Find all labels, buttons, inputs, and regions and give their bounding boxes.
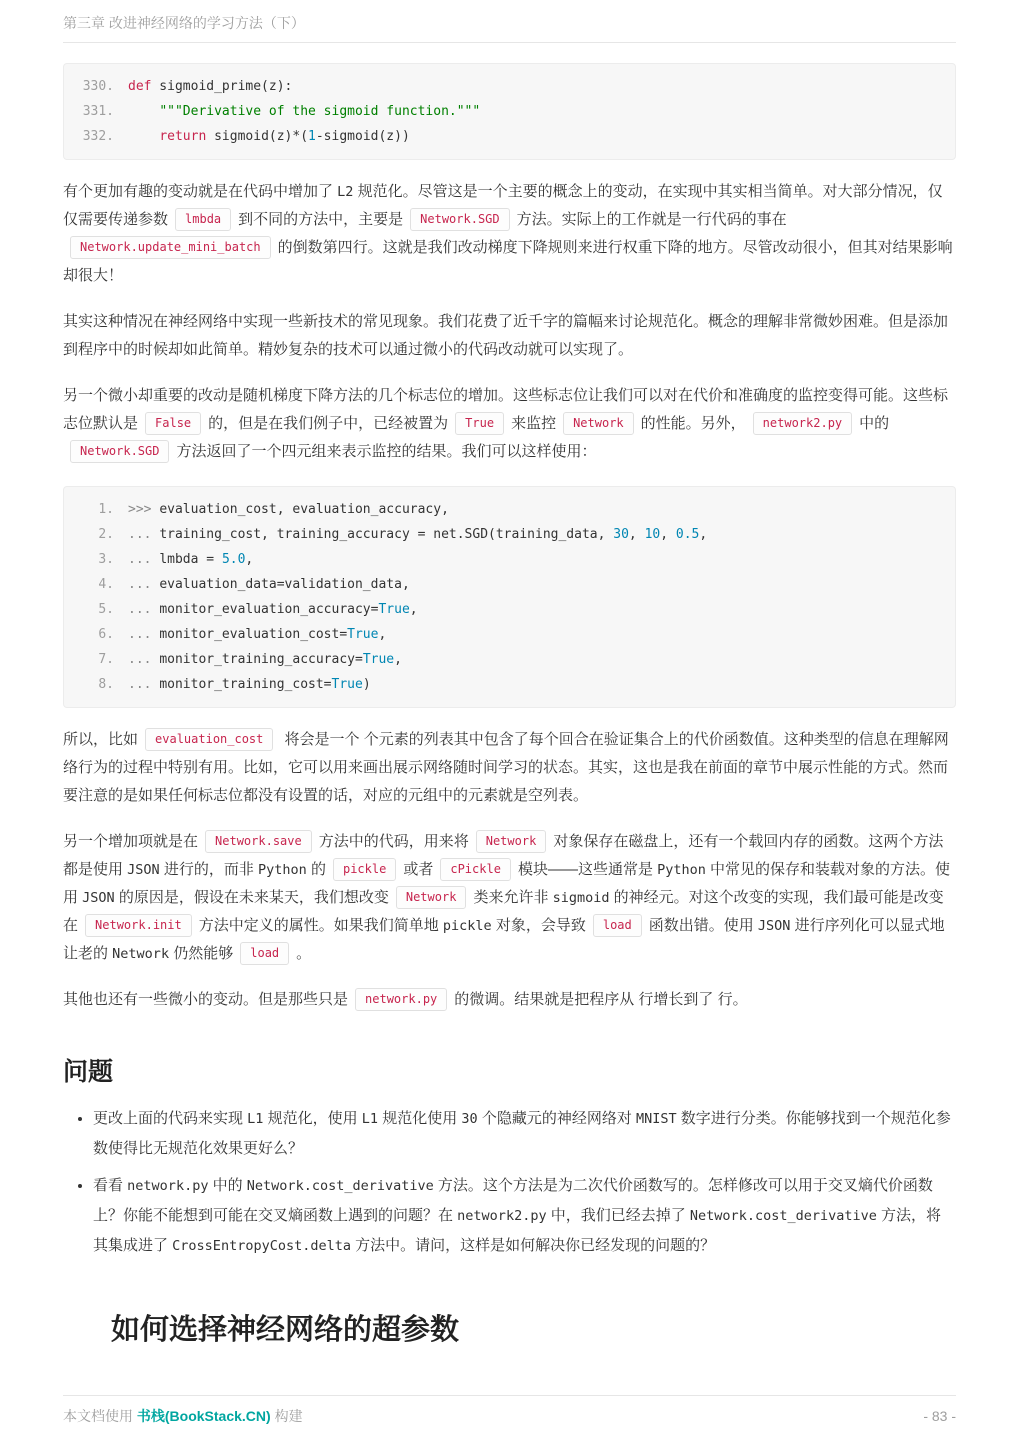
- code-text: >>> evaluation_cost, evaluation_accuracy,: [128, 502, 457, 517]
- text-run: 方法返回了一个四元组来表示监控的结果。我们可以这样使用：: [176, 443, 597, 460]
- line-number: 3.: [98, 552, 114, 567]
- inline-code: False: [145, 412, 201, 435]
- mono-text: CrossEntropyCost.delta: [172, 1238, 351, 1254]
- page-footer: [63, 1395, 956, 1440]
- text-run: 的: [306, 861, 326, 878]
- code-text: ... training_cost, training_accuracy = net.SGD(training_data, 30, 10, 0.5,: [128, 527, 708, 542]
- inline-code: load: [240, 942, 289, 965]
- mono-text: network2.py: [457, 1208, 547, 1224]
- paragraph-evaluation-cost: [63, 726, 956, 810]
- inline-code: Network: [476, 830, 547, 853]
- inline-code: Network.init: [85, 914, 192, 937]
- code-line: [78, 597, 941, 622]
- inline-code: Network: [563, 412, 634, 435]
- code-block-sigmoid-prime: [63, 63, 956, 160]
- text-run: 方法中定义的属性。如果我们简单地: [198, 917, 443, 934]
- inline-code: load: [593, 914, 642, 937]
- text-run: 到不同的方法中，主要是: [238, 211, 404, 228]
- text-run: 仍然能够: [169, 945, 234, 962]
- mono-text: Python: [258, 862, 307, 878]
- text-run: 个隐藏元的神经网络对: [477, 1110, 636, 1127]
- text-run: 模块——这些通常是: [517, 861, 658, 878]
- mono-text: JSON: [82, 890, 115, 906]
- inline-code: cPickle: [440, 858, 511, 881]
- text-run: 数字进行分类。你能够找到一个规范化参数使得比无规范化效果更好么？: [93, 1110, 951, 1157]
- code-line: [78, 572, 941, 597]
- code-text: """Derivative of the sigmoid function.""": [159, 104, 481, 119]
- page-number: - 83 -: [923, 1408, 956, 1424]
- line-number: 2.: [98, 527, 114, 542]
- mono-text: network.py: [127, 1178, 209, 1194]
- problem-item: [93, 1171, 956, 1261]
- text-run: 规范化。尽管这是一个主要的概念上的变动，在实现中其实相当简单。对大部分情况，仅仅需要传递参数: [63, 183, 943, 228]
- footer-text-suffix: 构建: [270, 1408, 303, 1424]
- text-run: 对象保存在磁盘上，还有一个载回内存的函数。这两个方法都是使用: [63, 833, 944, 878]
- text-run: 方法中的代码，用来将: [318, 833, 469, 850]
- problem-item: [93, 1104, 956, 1163]
- inline-code: Network.update_mini_batch: [70, 236, 271, 259]
- code-text: ... evaluation_data=validation_data,: [128, 577, 410, 592]
- mono-text: JSON: [757, 918, 791, 934]
- content-area: [63, 43, 956, 1358]
- section-heading-problems: 问题: [63, 1058, 114, 1086]
- line-number: 332.: [82, 129, 114, 144]
- mono-text: Python: [657, 862, 706, 878]
- text-run: 。: [296, 945, 312, 962]
- text-run: 方法，将其集成进了: [93, 1207, 942, 1254]
- inline-code: Network.save: [205, 830, 312, 853]
- code-text: ... monitor_evaluation_accuracy=True,: [128, 602, 418, 617]
- paragraph-l2-regularization: [63, 178, 956, 290]
- text-run: 的性能。另外，: [640, 415, 746, 432]
- mono-text: JSON: [127, 862, 160, 878]
- text-run: 进行序列化可以显式地让老的: [63, 917, 945, 962]
- line-number: 331.: [82, 104, 114, 119]
- text-run: 中的: [208, 1177, 247, 1194]
- text-run: 函数出错。使用: [648, 917, 758, 934]
- inline-code: Network: [396, 886, 467, 909]
- code-text: ... monitor_training_cost=True): [128, 677, 371, 692]
- footer-text-prefix: 本文档使用: [63, 1408, 137, 1424]
- bookstack-brand-link[interactable]: 书栈(BookStack.CN): [136, 1408, 271, 1424]
- text-run: 的微调。结果就是把程序从 行增长到了 行。: [454, 991, 748, 1008]
- mono-text: 30: [461, 1111, 478, 1127]
- paragraph-monitor-flags: [63, 382, 956, 466]
- line-number: 330.: [82, 79, 114, 94]
- code-line: [78, 497, 941, 522]
- line-number: 7.: [98, 652, 114, 667]
- code-line: [78, 124, 941, 149]
- inline-code: network.py: [355, 988, 447, 1011]
- text-run: 中的: [859, 415, 890, 432]
- text-run: 的神经元。对这个改变的实现，我们最可能是改变在: [63, 889, 944, 934]
- code-line: [78, 622, 941, 647]
- mono-text: L1: [361, 1111, 379, 1127]
- text-run: 来监控: [511, 415, 557, 432]
- text-run: 所以，比如: [63, 731, 139, 748]
- mono-text: pickle: [442, 918, 492, 934]
- paragraph-network-save: [63, 828, 956, 968]
- text-run: 中常见的保存和装载对象的方法。使用: [63, 861, 951, 906]
- text-run: 将会是一个 个元素的列表其中包含了每个回合在验证集合上的代价函数值。这种类型的信息在理解网络行为的过程中特别有用。比如，它可以用来画出展示网络随时间学习的状态。其实，这也是我在前面的章节中展示性能的方式。然而要注意的是如果任何标志位都没有设置的话，对应的元组中的元素就是空列表。: [63, 731, 949, 804]
- mono-text: MNIST: [636, 1111, 677, 1127]
- inline-code: network2.py: [753, 412, 852, 435]
- code-text: ... monitor_evaluation_cost=True,: [128, 627, 387, 642]
- text-run: 其实这种情况在神经网络中实现一些新技术的常见现象。我们花费了近千字的篇幅来讨论规范化。概念的理解非常微妙困难。但是添加到程序中的时候却如此简单。精妙复杂的技术可以通过微小的代码改动就可以实现了。: [63, 313, 949, 358]
- text-run: 的，但是在我们例子中，已经被置为: [208, 415, 449, 432]
- code-line: [78, 74, 941, 99]
- inline-code: evaluation_cost: [145, 728, 273, 751]
- mono-text: L1: [247, 1111, 264, 1127]
- text-run: 的原因是，假设在未来某天，我们想改变: [114, 889, 389, 906]
- text-run: 方法。这个方法是为二次代价函数写的。怎样修改可以用于交叉熵代价函数上？你能不能想到可能在交叉熵函数上遇到的问题？在: [93, 1177, 933, 1224]
- code-line: [78, 522, 941, 547]
- text-run: 进行的，而非: [159, 861, 259, 878]
- text-run: 有个更加有趣的变动就是在代码中增加了: [63, 183, 338, 200]
- text-run: 类来允许非: [473, 889, 553, 906]
- mono-text: Network.cost_derivative: [689, 1208, 877, 1224]
- code-text: return sigmoid(z)*(1-sigmoid(z)): [159, 129, 410, 144]
- paragraph-new-techniques: [63, 308, 956, 364]
- line-number: 1.: [98, 502, 114, 517]
- code-text: ... lmbda = 5.0,: [128, 552, 254, 567]
- footer-build-info: [63, 1406, 303, 1426]
- mono-text: Network: [112, 946, 170, 962]
- inline-code: pickle: [333, 858, 396, 881]
- text-run: 看看: [93, 1177, 128, 1194]
- code-text: def sigmoid_prime(z):: [128, 79, 293, 94]
- code-line: [78, 647, 941, 672]
- text-run: 或者: [403, 861, 434, 878]
- mono-text: Network.cost_derivative: [246, 1178, 434, 1194]
- inline-code: Network.SGD: [410, 208, 509, 231]
- inline-code: lmbda: [175, 208, 231, 231]
- text-run: 中，我们已经去掉了: [546, 1207, 690, 1224]
- line-number: 8.: [98, 677, 114, 692]
- text-run: 更改上面的代码来实现: [93, 1110, 248, 1127]
- code-text: ... monitor_training_accuracy=True,: [128, 652, 402, 667]
- text-run: 另一个增加项就是在: [63, 833, 199, 850]
- code-line: [78, 99, 941, 124]
- line-number: 5.: [98, 602, 114, 617]
- line-number: 6.: [98, 627, 114, 642]
- text-run: 方法。实际上的工作就是一行代码的事在: [516, 211, 787, 228]
- inline-code: True: [455, 412, 504, 435]
- paragraph-minor-changes: [63, 986, 956, 1014]
- text-run: 规范化，使用: [263, 1110, 362, 1127]
- code-block-sgd-call: [63, 486, 956, 708]
- text-run: 方法中。请问，这样是如何解决你已经发现的问题的？: [350, 1237, 716, 1254]
- inline-code: Network.SGD: [70, 440, 169, 463]
- code-line: [78, 672, 941, 697]
- text-run: 规范化使用: [378, 1110, 462, 1127]
- code-line: [78, 547, 941, 572]
- text-run: 的倒数第四行。这就是我们改动梯度下降规则来进行权重下降的地方。尽管改动很小，但其对结果影响却很大！: [63, 239, 953, 284]
- text-run: 其他也还有一些微小的变动。但是那些只是: [63, 991, 349, 1008]
- mono-text: L2: [337, 184, 354, 200]
- line-number: 4.: [98, 577, 114, 592]
- section-heading-hyperparameters: 如何选择神经网络的超参数: [111, 1314, 460, 1346]
- text-run: 另一个微小却重要的改动是随机梯度下降方法的几个标志位的增加。这些标志位让我们可以对在代价和准确度的监控变得可能。这些标志位默认是: [63, 387, 949, 432]
- mono-text: sigmoid: [552, 890, 610, 906]
- text-run: 对象，会导致: [491, 917, 586, 934]
- page-header: [63, 0, 956, 43]
- chapter-title: 第三章 改进神经网络的学习方法（下）: [63, 15, 305, 31]
- problems-list: [63, 1104, 956, 1261]
